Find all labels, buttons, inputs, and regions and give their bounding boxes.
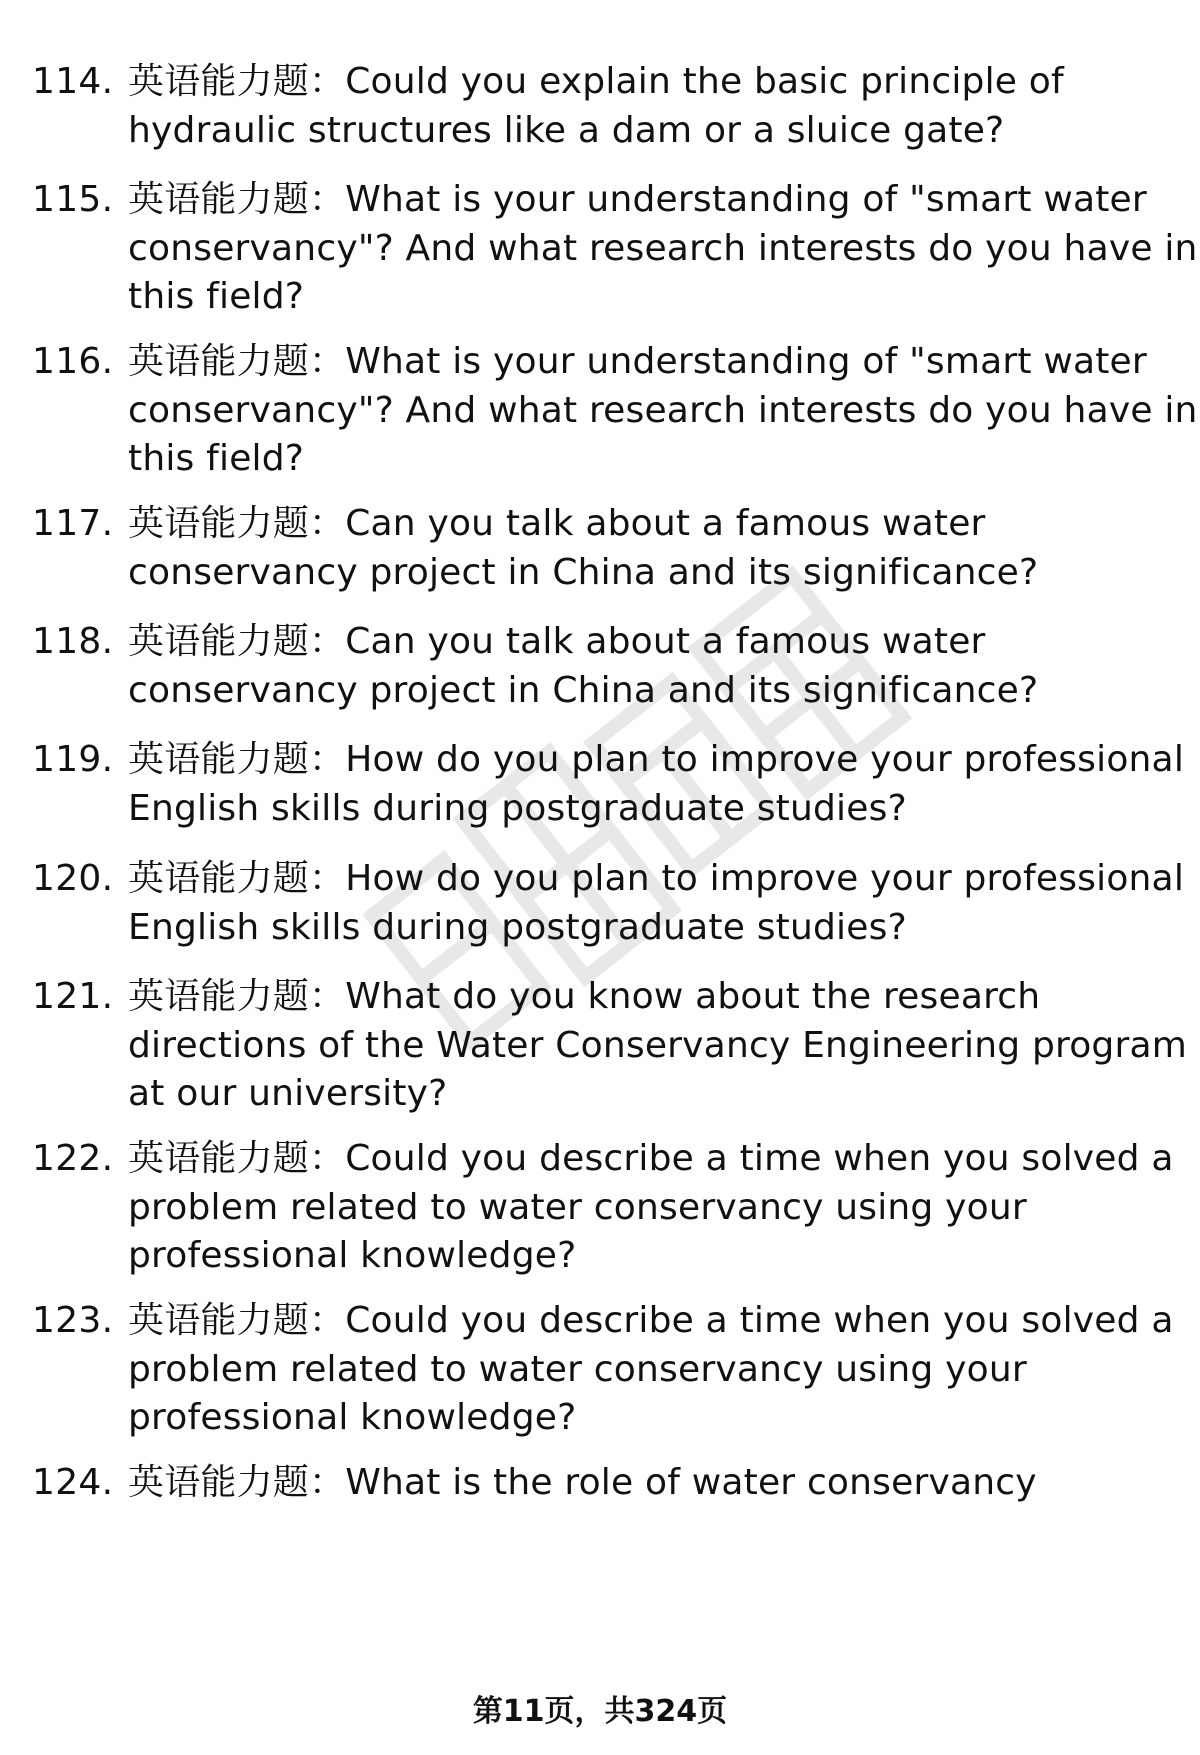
question-text-line: hydraulic structures like a dam or a sluice gate? — [128, 109, 1005, 151]
question-number: 115. — [32, 179, 114, 220]
question-number: 121. — [32, 976, 114, 1017]
question-number: 114. — [32, 61, 114, 102]
question-text-line: 英语能力题：What is the role of water conservancy — [128, 1462, 1037, 1503]
question-text — [128, 500, 1168, 597]
question-text-line: conservancy project in China and its significance? — [128, 551, 1039, 593]
question-number: 120. — [32, 858, 114, 899]
question-text-line: 英语能力题：Could you describe a time when you solved a — [128, 1300, 1174, 1341]
question-text-line: conservancy project in China and its significance? — [128, 669, 1039, 711]
question-number: 116. — [32, 341, 114, 382]
question-text — [128, 1297, 1174, 1443]
question-text-line: problem related to water conservancy using your — [128, 1348, 1027, 1390]
question-text-line: conservancy"? And what research interests do you have in — [128, 389, 1198, 431]
question-number: 117. — [32, 503, 114, 544]
question-text-line: English skills during postgraduate studies? — [128, 906, 907, 948]
question-text-line: 英语能力题：Could you describe a time when you solved a — [128, 1138, 1174, 1179]
question-text — [128, 58, 1168, 155]
question-number: 122. — [32, 1138, 114, 1179]
question-text-line: 英语能力题：Can you talk about a famous water — [128, 621, 986, 662]
question-number: 124. — [32, 1462, 114, 1503]
question-text-line: this field? — [128, 438, 305, 479]
question-text-line: 英语能力题：What do you know about the research — [128, 976, 1041, 1017]
question-text-line: problem related to water conservancy using your — [128, 1186, 1027, 1228]
question-number: 123. — [32, 1300, 114, 1341]
question-text — [128, 618, 1168, 715]
question-text — [128, 1135, 1174, 1281]
question-text — [128, 176, 1198, 322]
question-text-line: 英语能力题：How do you plan to improve your professional — [128, 739, 1185, 780]
question-text-line: this field? — [128, 276, 305, 317]
question-number: 118. — [32, 621, 114, 662]
page-number-footer: 第11页，共324页 — [472, 1694, 728, 1729]
question-text-line: professional knowledge? — [128, 1397, 577, 1438]
question-text-line: 英语能力题：Can you talk about a famous water — [128, 503, 986, 544]
question-text-line: 英语能力题：How do you plan to improve your professional — [128, 858, 1185, 899]
question-text-line: conservancy"? And what research interests do you have in — [128, 227, 1198, 269]
question-text-line: at our university? — [128, 1073, 448, 1114]
question-text-line: English skills during postgraduate studies? — [128, 787, 907, 829]
question-text-line: professional knowledge? — [128, 1235, 577, 1276]
question-text — [128, 973, 1188, 1119]
question-text-line: directions of the Water Conservancy Engineering program — [128, 1024, 1188, 1066]
question-number: 119. — [32, 739, 114, 780]
question-text-line: 英语能力题：What is your understanding of "smart water — [128, 179, 1147, 220]
question-text — [128, 855, 1185, 952]
question-text — [128, 1459, 1168, 1508]
question-text-line: 英语能力题：What is your understanding of "smart water — [128, 341, 1147, 382]
question-text — [128, 338, 1198, 484]
question-text — [128, 736, 1185, 833]
question-text-line: 英语能力题：Could you explain the basic principle of — [128, 61, 1064, 102]
